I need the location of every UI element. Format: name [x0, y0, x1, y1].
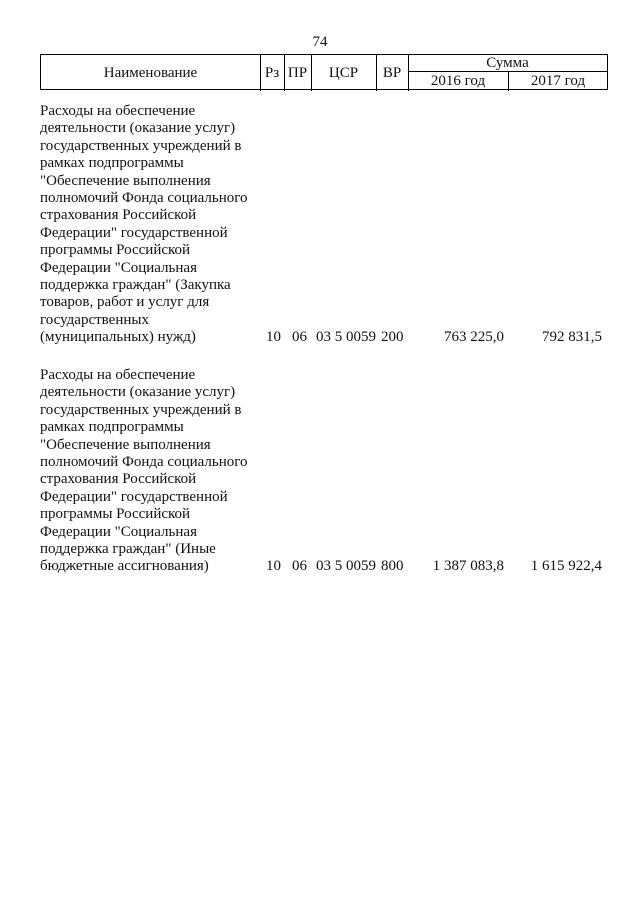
- header-vr: ВР: [382, 64, 402, 81]
- table-row: [40, 367, 608, 582]
- table-header: [40, 54, 608, 90]
- header-2016: 2016 год: [430, 73, 486, 89]
- row-sum-2016: 763 225,0: [444, 329, 504, 345]
- table-row: [40, 103, 608, 348]
- header-csr: ЦСР: [328, 64, 359, 81]
- row-vr: 800: [381, 558, 404, 574]
- row-csr: 03 5 0059: [316, 329, 376, 345]
- row-csr: 03 5 0059: [316, 558, 376, 574]
- header-name: Наименование: [103, 64, 198, 81]
- header-rz: Рз: [264, 64, 280, 81]
- page-number: 74: [312, 34, 328, 50]
- row-sum-2017: 1 615 922,4: [530, 558, 602, 574]
- row-rz: 10: [266, 558, 281, 574]
- header-2017: 2017 год: [530, 73, 586, 89]
- row-sum-2016: 1 387 083,8: [432, 558, 504, 574]
- row-name: Расходы на обеспечение деятельности (оказание услуг) государственных учреждений в рамках подпрограммы "Обеспечение выполнения полномочий Фонда социального страхования Российской Федерации" государственной программы Российской Федерации "Социальная поддержка граждан" (Иные бюджетные ассигнования): [40, 367, 248, 575]
- header-pr: ПР: [287, 64, 308, 81]
- header-sum: Сумма: [486, 54, 529, 71]
- row-vr: 200: [381, 329, 404, 345]
- row-pr: 06: [292, 558, 307, 574]
- row-pr: 06: [292, 329, 307, 345]
- row-rz: 10: [266, 329, 281, 345]
- row-sum-2017: 792 831,5: [542, 329, 602, 345]
- row-name: Расходы на обеспечение деятельности (оказание услуг) государственных учреждений в рамках подпрограммы "Обеспечение выполнения полномочий Фонда социального страхования Российской Федерации" государственной программы Российской Федерации "Социальная поддержка граждан" (Закупка товаров, работ и услуг для государственных (муниципальных) нужд): [40, 103, 248, 346]
